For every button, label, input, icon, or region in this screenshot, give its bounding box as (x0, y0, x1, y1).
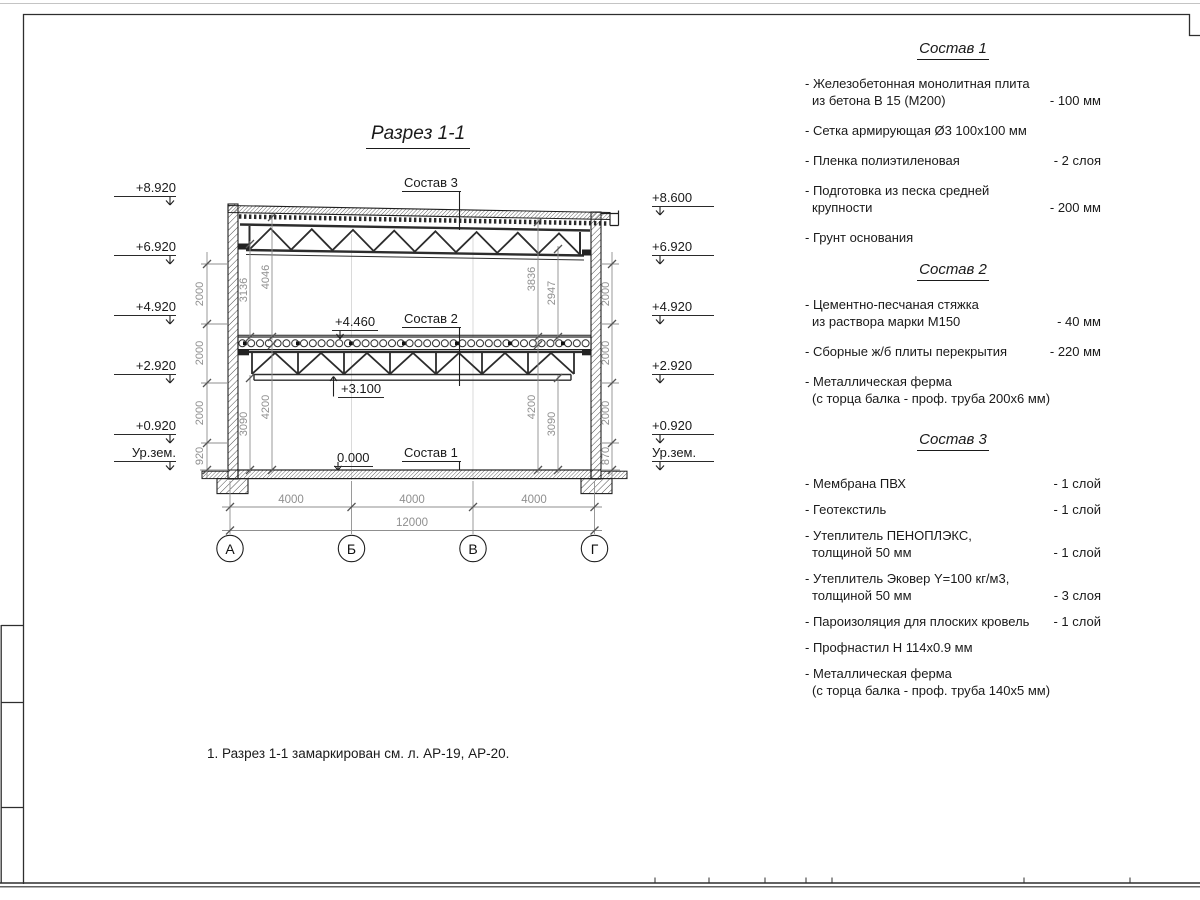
foundation-right (581, 479, 612, 494)
spec-item (805, 527, 1101, 561)
spec-block-sostav2 (805, 261, 1101, 420)
elevation-mark-left: +8.920 (114, 180, 176, 197)
dim-inner: 4046 (260, 264, 272, 290)
spec-item (805, 229, 1101, 246)
dim-right-chain: 2000 (600, 281, 612, 307)
spec-line: крупности (812, 200, 873, 215)
foundation-left (217, 479, 248, 494)
callout-sostav2: Состав 2 (404, 311, 458, 326)
spec-item (805, 75, 1101, 109)
spec-line: - Сетка армирующая Ø3 100х100 мм (805, 123, 1027, 138)
axis-label-v: В (468, 541, 478, 557)
dim-inner: 3090 (238, 411, 250, 437)
level-truss-label: +3.100 (338, 381, 384, 398)
spec-item (805, 475, 1101, 492)
spec-line: толщиной 50 мм (812, 588, 912, 603)
spec-line: - Подготовка из песка средней (805, 183, 990, 198)
spec-heading-wrap (805, 431, 1101, 451)
axis-label-b: Б (346, 541, 357, 557)
elevation-mark-right: +8.600 (652, 190, 714, 207)
elevation-mark-left: +4.920 (114, 299, 176, 316)
spec-item (805, 613, 1101, 630)
elevation-mark-right: +0.920 (652, 418, 714, 435)
spec-item (805, 639, 1101, 656)
spec-heading: Состав 3 (917, 431, 989, 451)
dim-inner: 3090 (546, 411, 558, 437)
spec-item (805, 373, 1101, 407)
spec-item (805, 182, 1101, 216)
spec-line: (с торца балка - проф. труба 140х5 мм) (812, 683, 1051, 698)
dim-left-chain: 2000 (194, 281, 206, 307)
spec-line: - Сборные ж/б плиты перекрытия (805, 344, 1008, 359)
spec-line: из бетона В 15 (М200) (812, 93, 946, 108)
spec-value: - 200 мм (1049, 200, 1101, 215)
dim-span: 4000 (521, 494, 547, 506)
spec-item (805, 501, 1101, 518)
dim-inner: 2947 (546, 280, 558, 306)
spec-item (805, 665, 1101, 699)
roof-assembly (228, 206, 619, 226)
elevation-mark-left: Ур.зем. (114, 445, 176, 462)
ground-slab (202, 470, 627, 494)
elevation-mark-left: +6.920 (114, 239, 176, 256)
spec-item (805, 296, 1101, 330)
spec-value: - 3 слоя (1053, 588, 1101, 603)
spec-line: - Металлическая ферма (805, 374, 952, 389)
spec-line: - Утеплитель ПЕНОПЛЭКС, (805, 528, 972, 543)
left-wall (228, 204, 238, 479)
dim-inner: 4200 (260, 394, 272, 420)
spec-value: - 1 слой (1053, 614, 1101, 629)
spec-line: - Пленка полиэтиленовая (805, 153, 960, 168)
dim-left-chain: 920 (194, 446, 206, 466)
dim-span: 4000 (278, 494, 304, 506)
axis-bubbles (217, 535, 608, 561)
spec-value: - 220 мм (1049, 344, 1101, 359)
spec-value: - 1 слой (1053, 476, 1101, 491)
elevation-mark-left: +2.920 (114, 358, 176, 375)
level-zero-label: 0.000 (334, 450, 373, 467)
dim-right-chain: 2000 (600, 340, 612, 366)
spec-line: толщиной 50 мм (812, 545, 912, 560)
spec-line: - Геотекстиль (805, 502, 887, 517)
level-slab-label: +4.460 (332, 314, 378, 331)
dim-left-chain: 2000 (194, 340, 206, 366)
dim-span: 4000 (399, 494, 425, 506)
spec-value: - 1 слой (1053, 545, 1101, 560)
spec-item (805, 152, 1101, 169)
spec-line: - Мембрана ПВХ (805, 476, 906, 491)
elevation-mark-left: +0.920 (114, 418, 176, 435)
spec-line: из раствора марки М150 (812, 314, 961, 329)
drawing-title: Разрез 1-1 (366, 123, 470, 149)
elevation-mark-right: +2.920 (652, 358, 714, 375)
spec-line: - Профнастил Н 114х0.9 мм (805, 640, 973, 655)
spec-value: - 40 мм (1057, 314, 1101, 329)
spec-heading-wrap (805, 261, 1101, 281)
spec-heading: Состав 2 (917, 261, 989, 281)
dim-inner: 4200 (526, 394, 538, 420)
spec-line: - Грунт основания (805, 230, 914, 245)
spec-block-sostav3 (805, 431, 1101, 708)
spec-line: - Утеплитель Эковер Y=100 кг/м3, (805, 571, 1010, 586)
spec-item (805, 122, 1101, 139)
dim-left-chain: 2000 (194, 400, 206, 426)
dim-inner: 3836 (526, 266, 538, 292)
spec-heading: Состав 1 (917, 40, 989, 60)
dimension-ticks (203, 213, 616, 535)
spec-line: - Металлическая ферма (805, 666, 952, 681)
spec-block-sostav1 (805, 40, 1101, 259)
elevation-mark-right: +6.920 (652, 239, 714, 256)
spec-value: - 1 слой (1053, 502, 1101, 517)
spec-item (805, 343, 1101, 360)
callout-sostav3: Состав 3 (404, 175, 458, 190)
spec-item (805, 570, 1101, 604)
dim-right-chain: 870 (600, 446, 612, 466)
spec-value: - 100 мм (1049, 93, 1101, 108)
spec-line: - Цементно-песчаная стяжка (805, 297, 979, 312)
axis-label-g: Г (590, 541, 599, 557)
elevation-mark-right: Ур.зем. (652, 445, 714, 462)
dim-right-chain: 2000 (600, 400, 612, 426)
dim-inner: 3136 (238, 277, 250, 303)
elevation-mark-right: +4.920 (652, 299, 714, 316)
dim-total: 12000 (396, 517, 428, 529)
axis-label-a: А (225, 541, 235, 557)
spec-line: - Железобетонная монолитная плита (805, 76, 1030, 91)
spec-value: - 2 слоя (1053, 153, 1101, 168)
spec-line: (с торца балка - проф. труба 200х6 мм) (812, 391, 1051, 406)
callout-sostav1: Состав 1 (404, 445, 458, 460)
spec-line: - Пароизоляция для плоских кровель (805, 614, 1030, 629)
spec-heading-wrap (805, 40, 1101, 60)
note-text: 1. Разрез 1-1 замаркирован см. л. АР-19, АР-20. (207, 746, 510, 761)
